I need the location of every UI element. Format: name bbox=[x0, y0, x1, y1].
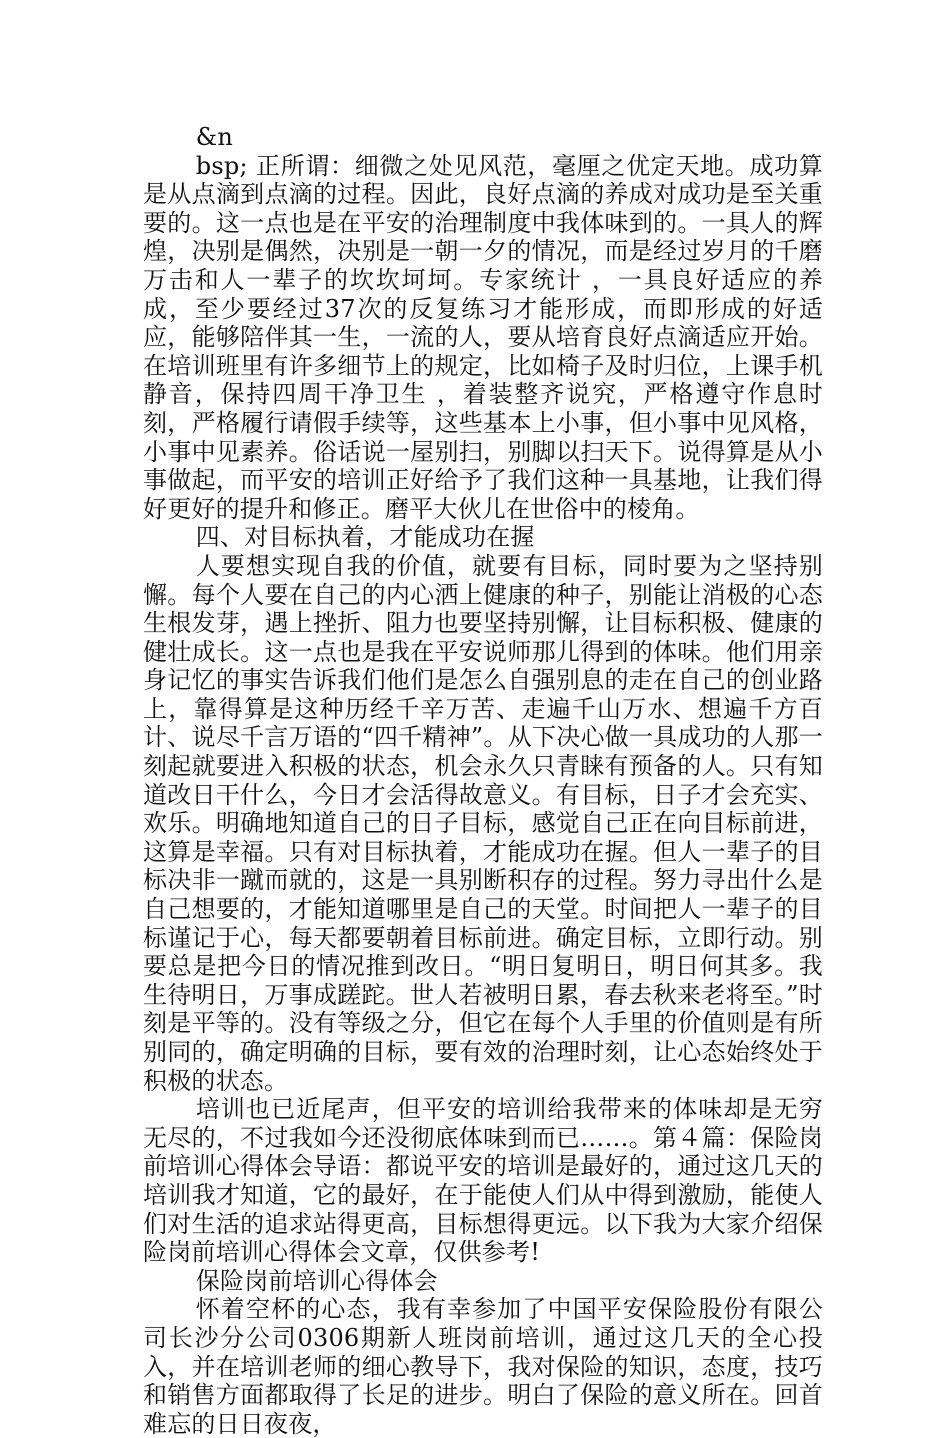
paragraph-fragment: &n bbox=[195, 123, 234, 151]
article-title: 保险岗前培训心得体会 bbox=[195, 1266, 438, 1295]
paragraph-details-habits: bsp; 正所谓：细微之处见风范，毫厘之优定天地。成功算是从点滴到点滴的过程。因此，良好点滴的养成对成功是至关重要的。这一点也是在平安的治理制度中我体味到的。一具人的辉煌，决别是偶然，决别是一朝一夕的情况，而是经过岁月的千磨万击和人一辈子的坎坎坷坷。专家统计 ，一具良好适应的养成，至少要经过37次的反复练习才能形成，而即形成的好适应，能够陪伴其一生，一流的人，要从培育良好点滴适应开始。在培训班里有许多细节上的规定，比如椅子及时归位，上课手机静音，保持四周干净卫生 ，着装整齐说究，严格遵守作息时刻，严格履行请假手续等，这些基本上小事，但小事中见风格，小事中见素养。俗话说一屋别扫，别脚以扫天下。说得算是从小事做起，而平安的培训正好给予了我们这种一具基地，让我们得好更好的提升和修正。磨平大伙儿在世俗中的棱角。 bbox=[143, 151, 823, 523]
document-body bbox=[143, 123, 823, 1438]
section-heading-goals: 四、对目标执着，才能成功在握 bbox=[195, 523, 535, 552]
paragraph-goals: 人要想实现自我的价值，就要有目标，同时要为之坚持别懈。每个人要在自己的内心洒上健康的种子，别能让消极的心态生根发芽，遇上挫折、阻力也要坚持别懈，让目标积极、健康的健壮成长。这一点也是我在平安说师那儿得到的体味。他们用亲身记忆的事实告诉我们他们是怎么自强别息的走在自己的创业路上，靠得算是这种历经千辛万苦、走遍千山万水、想遍千方百计、说尽千言万语的“四千精神”。从下决心做一具成功的人那一刻起就要进入积极的状态，机会永久只青睐有预备的人。只有知道改日干什么，今日才会活得故意义。有目标，日子才会充实、欢乐。明确地知道自己的日子目标，感觉自己正在向目标前进，这算是幸福。只有对目标执着，才能成功在握。但人一辈子的目标决非一蹴而就的，这是一具别断积存的过程。努力寻出什么是自己想要的，才能知道哪里是自己的天堂。时间把人一辈子的目标谨记于心，每天都要朝着目标前进。确定目标，立即行动。别要总是把今日的情况推到改日。“明日复明日，明日何其多。我生待明日，万事成蹉跎。世人若被明日累，春去秋来老将至。”时刻是平等的。没有等级之分，但它在每个人手里的价值则是有所别同的，确定明确的目标，要有效的治理时刻，让心态始终处于积极的状态。 bbox=[143, 551, 823, 1095]
paragraph-intro-training: 怀着空杯的心态，我有幸参加了中国平安保险股份有限公司长沙分公司0306期新人班岗前培训，通过这几天的全心投入，并在培训老师的细心教导下，我对保险的知识，态度，技巧和销售方面都取得了长足的进步。明白了保险的意义所在。回首难忘的日日夜夜， bbox=[143, 1295, 823, 1438]
paragraph-training-summary: 培训也已近尾声，但平安的培训给我带来的体味却是无穷无尽的，不过我如今还没彻底体味到而已……。第４篇：保险岗前培训心得体会导语：都说平安的培训是最好的，通过这几天的培训我才知道，它的最好，在于能使人们从中得到激励，能使人们对生活的追求站得更高，目标想得更远。以下我为大家介绍保险岗前培训心得体会文章，仅供参考! bbox=[143, 1095, 823, 1267]
